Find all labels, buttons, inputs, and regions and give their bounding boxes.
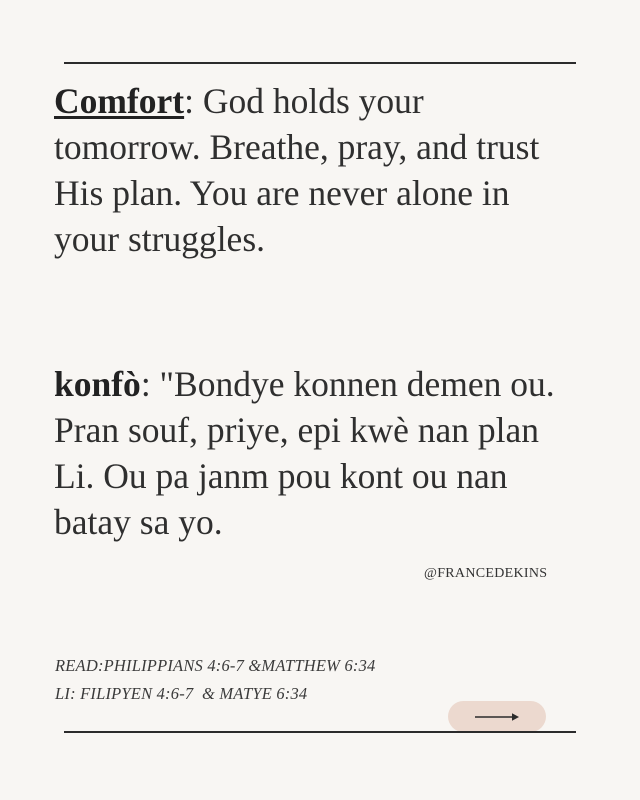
creole-term: konfò bbox=[54, 364, 141, 404]
creole-scripture-reference: LI: FILIPYEN 4:6-7 & MATYE 6:34 bbox=[55, 684, 308, 703]
bottom-divider bbox=[64, 731, 576, 733]
arrow-right-icon bbox=[474, 712, 520, 722]
english-verse-block bbox=[54, 78, 574, 262]
english-text: : God holds your tomorrow. Breathe, pray, and trust His plan. You are never alone in your struggles. bbox=[54, 81, 540, 259]
english-scripture-reference: READ:PHILIPPIANS 4:6-7 &MATTHEW 6:34 bbox=[55, 656, 376, 675]
creole-text: : "Bondye konnen demen ou. Pran souf, priye, epi kwè nan plan Li. Ou pa janm pou kont ou nan batay sa yo. bbox=[54, 364, 555, 542]
english-term: Comfort bbox=[54, 81, 185, 121]
creole-verse-block bbox=[54, 361, 574, 545]
author-handle: @FRANCEDEKINS bbox=[424, 566, 548, 581]
next-slide-button[interactable] bbox=[448, 701, 546, 732]
top-divider bbox=[64, 62, 576, 64]
